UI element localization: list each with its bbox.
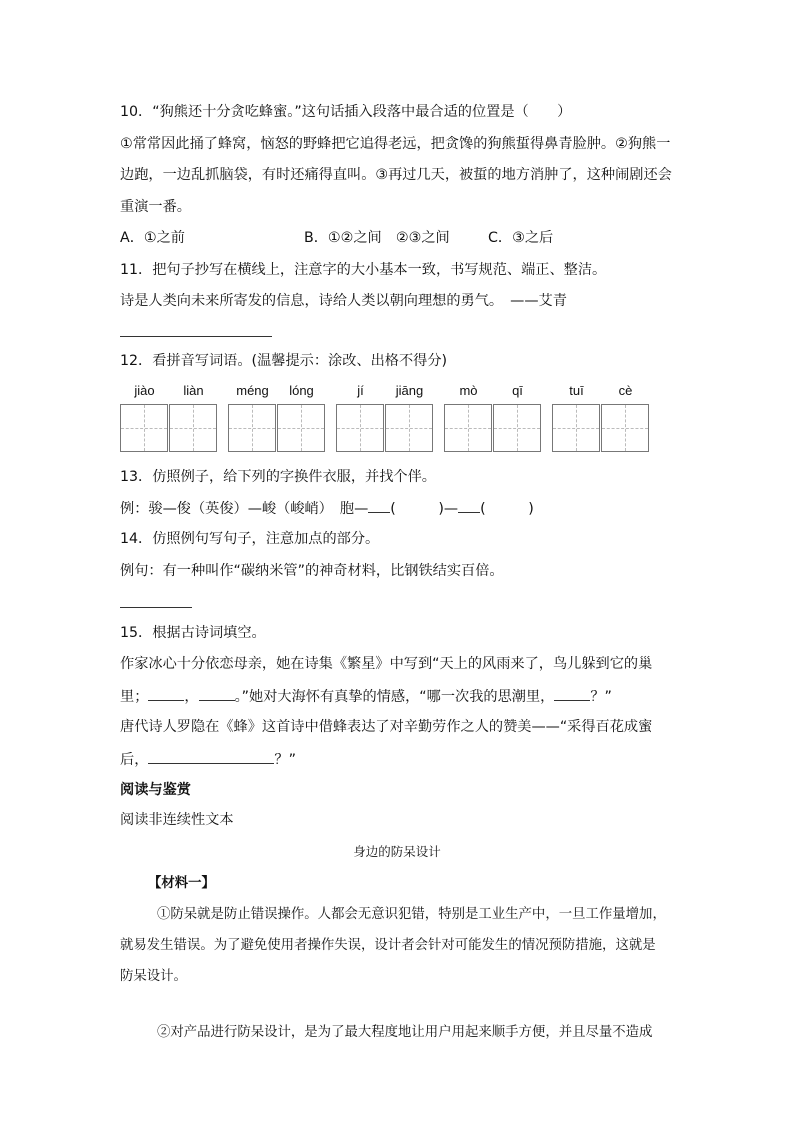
word-group-5 [552, 382, 650, 436]
q15-text: ？” [274, 752, 296, 768]
q12-question: 12．看拼音写词语。(温馨提示：涂改、出格不得分) [120, 353, 448, 369]
q10-option-c[interactable]: C．③之后 [488, 230, 554, 246]
q15-text: 后， [120, 752, 149, 768]
q13-paren-2: ( ) [480, 501, 534, 517]
q13-example: 例：骏—俊（英俊）—峻（峻峭） 胞— [120, 501, 369, 517]
pinyin-label: méng [236, 383, 269, 398]
q15-text: 里； [120, 689, 149, 705]
para1-line-2: 就易发生错误。为了避免使用者操作失误，设计者会针对可能发生的情况预防措施，这就是 [120, 938, 656, 953]
q10-passage-line-2: 边跑，一边乱抓脑袋，有时还痛得直叫。③再过几天，被蜇的地方消肿了，这种闹剧还会 [120, 167, 672, 183]
q13-paren-1: ( )— [390, 501, 459, 517]
para1-line-3: 防呆设计。 [120, 969, 187, 984]
section-subtitle: 阅读非连续性文本 [120, 812, 234, 828]
para2-line-1: ②对产品进行防呆设计，是为了最大程度地让用户用起来顺手方便，并且尽量不造成 [157, 1025, 653, 1040]
q13-blank-2[interactable] [458, 498, 480, 513]
q15-question: 15．根据古诗词填空。 [120, 625, 266, 641]
q15-blank-4[interactable] [148, 749, 274, 764]
pinyin-label: mò [459, 383, 478, 398]
q11-sentence: 诗是人类向未来所寄发的信息，诗给人类以朝向理想的勇气。 ——艾青 [120, 293, 567, 309]
q14-example: 例句：有一种叫作“碳纳米管”的神奇材料，比钢铁结实百倍。 [120, 563, 504, 579]
writing-box[interactable] [169, 404, 217, 452]
q10-option-b[interactable]: B．①②之间 ②③之间 [304, 230, 450, 246]
pinyin-label: jí [357, 383, 364, 398]
q14-answer-line[interactable] [120, 607, 192, 608]
material-label: 【材料一】 [148, 875, 215, 891]
writing-box[interactable] [277, 404, 325, 452]
q13-question: 13．仿照例子，给下列的字换件衣服，并找个伴。 [120, 469, 436, 485]
q15-text: ？” [590, 689, 612, 705]
q10-question: 10．“狗熊还十分贪吃蜂蜜。”这句话插入段落中最合适的位置是（ ） [120, 104, 572, 120]
pinyin-label: liàn [183, 383, 204, 398]
pinyin-label: qī [512, 383, 523, 398]
q15-text: ， [184, 689, 199, 705]
word-group-4 [444, 382, 542, 436]
q10-option-a[interactable]: A．①之前 [120, 230, 185, 246]
pinyin-grid [120, 382, 680, 436]
writing-box[interactable] [444, 404, 492, 452]
q15-blank-2[interactable] [199, 686, 235, 701]
section-title: 阅读与鉴赏 [120, 782, 191, 798]
article-title: 身边的防呆设计 [353, 844, 441, 859]
pinyin-label: cè [618, 383, 633, 398]
q10-passage-line-1: ①常常因此捅了蜂窝，恼怒的野蜂把它追得老远，把贪馋的狗熊蜇得鼻青脸肿。②狗熊一 [120, 136, 671, 152]
writing-box[interactable] [601, 404, 649, 452]
q13-example-row [120, 498, 534, 519]
q10-passage-line-3: 重演一番。 [120, 199, 191, 215]
word-group-2 [228, 382, 326, 436]
word-group-1 [120, 382, 218, 436]
q15-line-2 [120, 686, 612, 707]
pinyin-label: lóng [289, 383, 314, 398]
writing-box[interactable] [493, 404, 541, 452]
q15-text: 。”她对大海怀有真挚的情感，“哪一次我的思潮里， [234, 689, 555, 705]
q15-blank-3[interactable] [554, 686, 590, 701]
writing-box[interactable] [385, 404, 433, 452]
pinyin-label: tuī [569, 383, 584, 398]
para1-line-1: ①防呆就是防止错误操作。人都会无意识犯错，特别是工业生产中，一旦工作量增加， [157, 907, 666, 922]
q13-blank-1[interactable] [368, 498, 390, 513]
writing-box[interactable] [336, 404, 384, 452]
q15-blank-1[interactable] [148, 686, 184, 701]
writing-box[interactable] [552, 404, 600, 452]
q14-question: 14．仿照例句写句子，注意加点的部分。 [120, 531, 380, 547]
q11-answer-line[interactable] [120, 336, 272, 337]
pinyin-label: jiāng [395, 383, 424, 398]
q15-line-4 [120, 749, 296, 770]
writing-box[interactable] [120, 404, 168, 452]
writing-box[interactable] [228, 404, 276, 452]
q15-line-1: 作家冰心十分依恋母亲，她在诗集《繁星》中写到“天上的风雨来了，鸟儿躲到它的巢 [120, 656, 653, 672]
q15-line-3: 唐代诗人罗隐在《蜂》这首诗中借蜂表达了对辛勤劳作之人的赞美——“采得百花成蜜 [120, 719, 653, 735]
pinyin-label: jiào [134, 383, 155, 398]
word-group-3 [336, 382, 434, 436]
q11-question: 11．把句子抄写在横线上，注意字的大小基本一致，书写规范、端正、整洁。 [120, 262, 607, 278]
